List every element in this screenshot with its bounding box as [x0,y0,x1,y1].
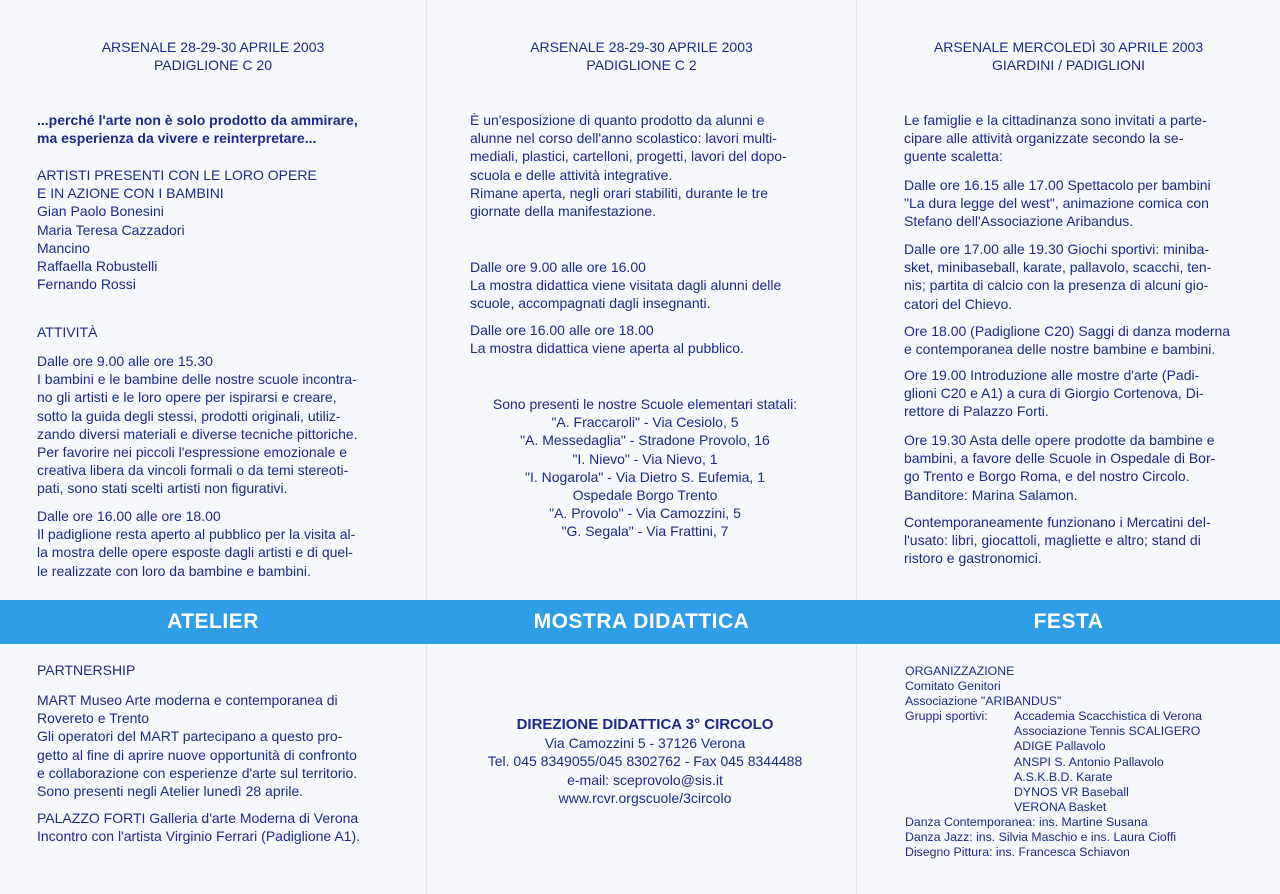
festa-item-mercatini: Contemporaneamente funzionano i Mercatini del- l'usato: libri, giocattoli, magliette e altro; stand di ristoro e gastronomici. [904,514,1211,567]
direzione-address: Via Camozzini 5 - 37126 Verona [544,735,746,752]
sport-group-item: ADIGE Pallavolo [1014,739,1106,754]
mostra-schedule-morning: Dalle ore 9.00 alle ore 16.00 La mostra didattica viene visitata dagli alunni delle scuole, accompagnati dagli insegnanti. [470,259,782,312]
sport-group-item: VERONA Basket [1014,799,1107,814]
artist-name: Raffaella Robustelli [37,258,158,275]
artists-title: ARTISTI PRESENTI CON LE LORO OPERE [37,167,317,183]
school-item: "A. Messedaglia" - Stradone Provolo, 16 [520,432,770,449]
festa-header: ARSENALE MERCOLEDÌ 30 APRILE 2003 GIARDINI / PADIGLIONI [933,39,1204,73]
festa-item-giochi: Dalle ore 17.00 alle 19.30 Giochi sportivi: miniba- sket, minibaseball, karate, pallavolo, scacchi, ten- nis; partita di calcio con la presenza di alcuni gio- catori del Chievo. [904,241,1212,312]
direzione-phone: Tel. 045 8349055/045 8302762 - Fax 045 8344488 [487,753,803,770]
school-item: "A. Fraccaroli" - Via Cesiolo, 5 [551,414,739,431]
school-item: "I. Nogarola" - Via Dietro S. Eufemia, 1 [524,468,765,485]
teacher-line: Danza Jazz: ins. Silvia Maschio e ins. Laura Cioffi [905,830,1177,845]
partnership-mart: MART Museo Arte moderna e contemporanea di Rovereto e Trento Gli operatori del MART partecipano a questo pro- getto al fine di aprire nuove opportunità di confronto e collaborazione con esperienze d'arte sul territorio. Sono presenti negli Atelier lunedì 28 aprile. [37,692,358,800]
festa-item-danza: Ore 18.00 (Padiglione C20) Saggi di danza moderna e contemporanea delle nostre bambine e bambini. [904,323,1231,358]
sport-group-item: Associazione Tennis SCALIGERO [1014,724,1201,739]
artist-name: Gian Paolo Bonesini [37,203,164,220]
school-item: "G. Segala" - Via Frattini, 7 [561,523,729,540]
org-title: ORGANIZZAZIONE [905,664,1015,678]
activity-morning: Dalle ore 9.00 alle ore 15.30 I bambini e le bambine delle nostre scuole incontra- no gli artisti e le loro opere per ispirarsi e creare, sotto la guida degli stessi, prodotti originali, utiliz- zando diversi materiali e diverse tecniche pittoriche. Per favorire nei piccoli l'espressione emozionale e creativa libera da vincoli formali o da temi stereoti- pati, sono stati scelti artisti non figurativi. [37,353,358,497]
festa-item-spettacolo: Dalle ore 16.15 alle 17.00 Spettacolo per bambini "La dura legge del west", animazione comica con Stefano dell'Associazione Aribandus. [904,177,1211,230]
partnership-title: PARTNERSHIP [37,662,136,678]
artists-list: ARTISTI PRESENTI CON LE LORO OPERE E IN AZIONE CON I BAMBINI Gian Paolo Bonesini Maria Teresa Cazzadori Mancino Raffaella Robustelli Fernando Rossi [37,166,389,293]
schools-list [470,395,820,541]
artist-name: Maria Teresa Cazzadori [37,221,185,238]
mostra-header: ARSENALE 28-29-30 APRILE 2003 PADIGLIONE C 2 [530,39,753,73]
direzione-website: www.rcvr.orgscuole/3circolo [558,789,732,806]
mostra-schedule-afternoon: Dalle ore 16.00 alle ore 18.00 La mostra didattica viene aperta al pubblico. [470,322,744,357]
festa-band-label: FESTA [1033,610,1104,633]
school-item: Ospedale Borgo Trento [572,487,718,504]
artist-name: Fernando Rossi [37,276,136,293]
atelier-band-label: ATELIER [167,610,259,633]
sport-group-item: DYNOS VR Baseball [1014,784,1129,799]
mostra-band-label: MOSTRA DIDATTICA [533,610,750,633]
partnership-palazzo-forti: PALAZZO FORTI Galleria d'arte Moderna di Verona Incontro con l'artista Virginio Ferrari (Padiglione A1). [37,810,361,845]
school-item: "A. Provolo" - Via Camozzini, 5 [549,505,741,522]
schools-title: Sono presenti le nostre Scuole elementari statali: [492,396,798,412]
festa-item-asta: Ore 19.30 Asta delle opere prodotte da bambine e bambini, a favore delle Scuole in Ospedale di Bor- go Trento e Borgo Roma, e del nostro Circolo. Banditore: Marina Salamon. [904,432,1216,503]
direzione-block [460,716,830,807]
atelier-panel [0,0,426,894]
sport-group-item: Accademia Scacchistica di Verona [1014,709,1202,724]
festa-intro: Le famiglie e la cittadinanza sono invitati a parte- cipare alle attività organizzate secondo la se- guente scaletta: [904,112,1207,165]
direzione-title: DIREZIONE DIDATTICA 3° CIRCOLO [516,716,774,733]
atelier-tagline: ...perché l'arte non è solo prodotto da ammirare, ma esperienza da vivere e reinterpretare... [37,112,358,146]
teacher-line: Danza Contemporanea: ins. Martine Susana [905,814,1148,829]
activity-afternoon: Dalle ore 16.00 alle ore 18.00 Il padiglione resta aperto al pubblico per la visita al- la mostra delle opere esposte dagli artisti e di quel- le realizzate con loro da bambine e bambini. [37,508,356,579]
sport-group-item: ANSPI S. Antonio Pallavolo [1014,754,1164,769]
mostra-panel [427,0,856,894]
sport-group-item: A.S.K.B.D. Karate [1014,769,1113,784]
sport-groups: Gruppi sportivi: Accademia Scacchistica di Verona Associazione Tennis SCALIGERO ADIGE Pallavolo ANSPI S. Antonio Pallavolo A.S.K.B.D. Karate DYNOS VR Baseball VERONA Basket [905,709,1202,814]
atelier-header: ARSENALE 28-29-30 APRILE 2003 PADIGLIONE C 20 [101,39,325,73]
festa-item-mostre: Ore 19.00 Introduzione alle mostre d'arte (Padi- glioni C20 e A1) a cura di Giorgio Cortenova, Di- rettore di Palazzo Forti. [904,367,1204,420]
mostra-intro: È un'esposizione di quanto prodotto da alunni e alunne nel corso dell'anno scolastico: lavori multi- mediali, plastici, cartelloni, progetti, lavori del dopo- scuola e delle attività integrative. Rimane aperta, negli orari stabiliti, durante le tre giornate della manifestazione. [470,112,787,220]
festa-panel [857,0,1280,894]
teacher-line: Disegno Pittura: ins. Francesca Schiavon [905,845,1130,860]
artist-name: Mancino [37,239,90,256]
organizzazione-block: ORGANIZZAZIONE Comitato Genitori Associazione "ARIBANDUS" Gruppi sportivi: Accademia Scacchistica di Verona Associazione Tennis SCALIGERO ADIGE Pallavolo ANSPI S. Antonio Pallavolo A.S.K.B.D. Karate DYNOS VR Baseball VERONA Basket Danza Contemporanea: ins. Martine Susana Danza Jazz: ins. Silvia Maschio e ins. Laura Cioffi Disegno Pittura: ins. Francesca Schiavon [905,664,1235,860]
school-item: "I. Nievo" - Via Nievo, 1 [572,450,718,467]
activity-title: ATTIVITÀ [37,324,98,340]
direzione-email: e-mail: sceprovolo@sis.it [567,771,723,788]
